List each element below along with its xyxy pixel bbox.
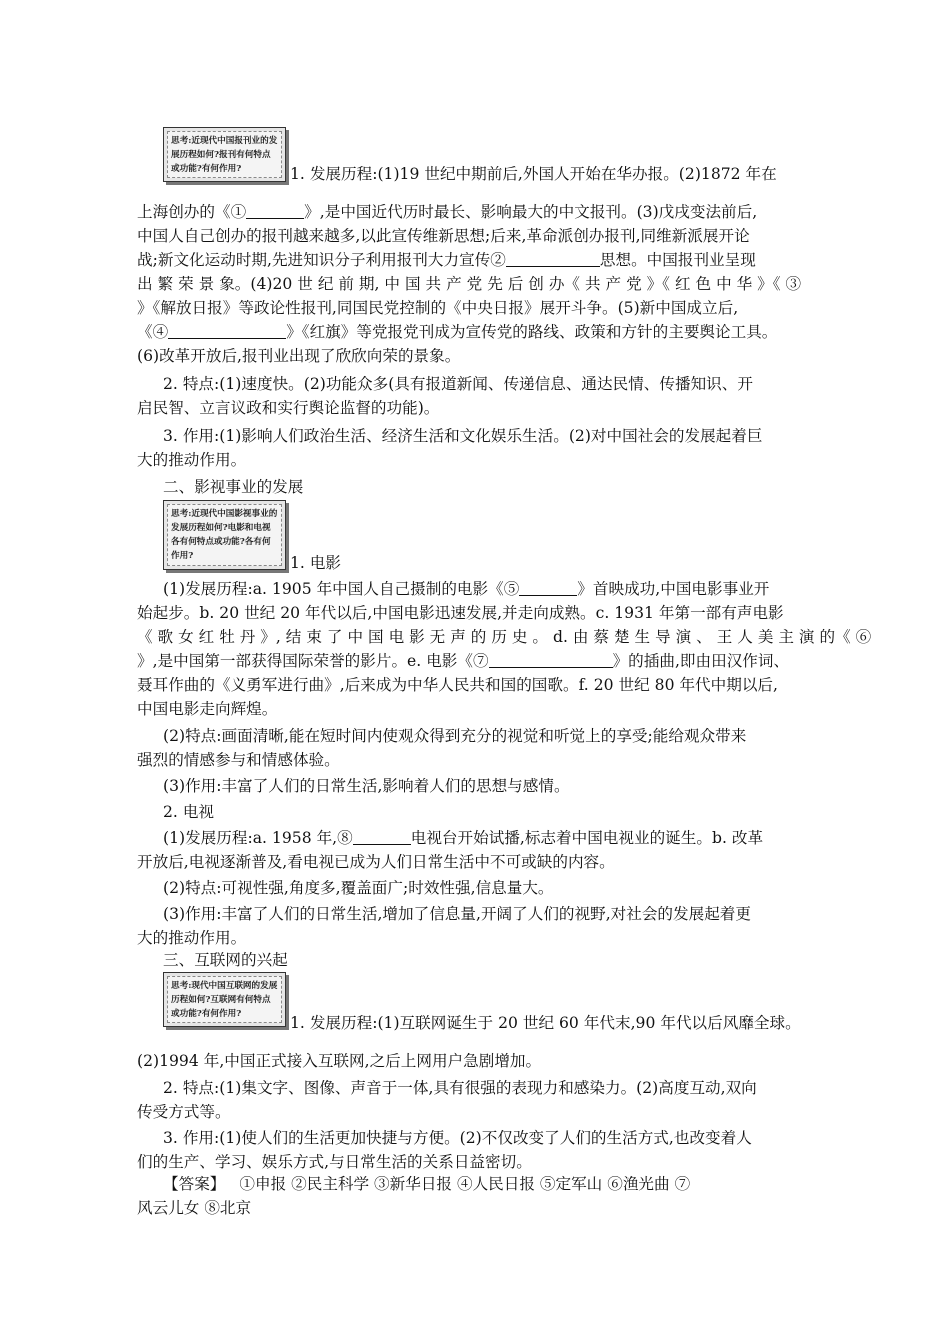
text-line: (3)作用:丰富了人们的日常生活,影响着人们的思想与感情。 [163, 777, 570, 795]
text-line: 开放后,电视逐渐普及,看电视已成为人们日常生活中不可或缺的内容。 [137, 853, 615, 871]
text-line: 》《解放日报》等政论性报刊,同国民党控制的《中央日报》展开斗争。(5)新中国成立后, [137, 299, 739, 317]
fill-blank-7 [489, 651, 613, 668]
think-box-newspaper [163, 127, 286, 182]
text-line: (2)1994 年,中国正式接入互联网,之后上网用户急剧增加。 [137, 1052, 542, 1070]
text-line: (2)特点:可视性强,角度多,覆盖面广;时效性强,信息量大。 [163, 879, 554, 897]
text-line: 出 繁 荣 景 象。(4)20 世 纪 前 期, 中 国 共 产 党 先 后 创 办《 共 产 党 》《 红 色 中 华 》《 ③ [137, 275, 802, 293]
text-line: 战;新文化运动时期,先进知识分子利用报刊大力宣传② 思想。中国报刊业呈现 [137, 251, 756, 269]
text-line: 上海创办的《① 》,是中国近代历时最长、影响最大的中文报刊。(3)戊戌变法前后, [137, 203, 758, 221]
text-line: 3. 作用:(1)影响人们政治生活、经济生活和文化娱乐生活。(2)对中国社会的发展起着巨 [163, 427, 763, 445]
text-line: 2. 电视 [163, 803, 215, 821]
fill-blank-4 [168, 322, 286, 339]
answer-line: 风云儿女 ⑧北京 [137, 1199, 252, 1217]
text-line: 强烈的情感参与和情感体验。 [137, 751, 340, 769]
text-line: 中国电影走向辉煌。 [137, 700, 278, 718]
fill-blank-2 [506, 250, 600, 267]
section-heading: 三、互联网的兴起 [163, 951, 288, 969]
text-line: 1. 电影 [290, 554, 342, 572]
text-line: 们的生产、学习、娱乐方式,与日常生活的关系日益密切。 [137, 1153, 532, 1171]
text-line: 大的推动作用。 [137, 451, 247, 469]
think-box-internet [163, 972, 286, 1027]
section-heading: 二、影视事业的发展 [163, 478, 304, 496]
think-box-text: 思考:近现代中国报刊业的发展历程如何?报刊有何特点或功能?有何作用? [167, 131, 282, 178]
text-line: (6)改革开放后,报刊业出现了欣欣向荣的景象。 [137, 347, 461, 365]
think-box-text: 思考:近现代中国影视事业的发展历程如何?电影和电视各有何特点或功能?各有何作用? [167, 504, 282, 566]
text-line: 2. 特点:(1)速度快。(2)功能众多(具有报道新闻、传递信息、通达民情、传播知识、开 [163, 375, 753, 393]
text-line: 1. 发展历程:(1)19 世纪中期前后,外国人开始在华办报。(2)1872 年在 [290, 165, 777, 183]
think-box-film-tv [163, 500, 286, 570]
answer-label: 【答案】 [163, 1175, 226, 1193]
text-line: 始起步。b. 20 世纪 20 年代以后,中国电影迅速发展,并走向成熟。c. 1931 年第一部有声电影 [137, 604, 784, 622]
text-line: 大的推动作用。 [137, 929, 247, 947]
text-line: (1)发展历程:a. 1958 年,⑧ 电视台开始试播,标志着中国电视业的诞生。b. 改革 [163, 829, 764, 847]
fill-blank-1 [246, 202, 304, 219]
answer-line: 【答案】 ①申报 ②民主科学 ③新华日报 ④人民日报 ⑤定军山 ⑥渔光曲 ⑦ [163, 1175, 691, 1193]
text-line: 启民智、立言议政和实行舆论监督的功能)。 [137, 399, 440, 417]
text-line: 聂耳作曲的《义勇军进行曲》,后来成为中华人民共和国的国歌。f. 20 世纪 80 年代中期以后, [137, 676, 778, 694]
text-line: 1. 发展历程:(1)互联网诞生于 20 世纪 60 年代末,90 年代以后风靡全球。 [290, 1014, 801, 1032]
text-line: (1)发展历程:a. 1905 年中国人自己摄制的电影《⑤ 》首映成功,中国电影事业开 [163, 580, 770, 598]
think-box-text: 思考:现代中国互联网的发展历程如何?互联网有何特点或功能?有何作用? [167, 976, 282, 1023]
text-line: 传受方式等。 [137, 1103, 231, 1121]
text-line: 》,是中国第一部获得国际荣誉的影片。e. 电影《⑦ 》的插曲,即由田汉作词、 [137, 652, 790, 670]
text-line: (2)特点:画面清晰,能在短时间内使观众得到充分的视觉和听觉上的享受;能给观众带来 [163, 727, 747, 745]
text-line: 《 歌 女 红 牡 丹 》, 结 束 了 中 国 电 影 无 声 的 历 史 。 d. 由 蔡 楚 生 导 演 、 王 人 美 主 演 的《 ⑥ [137, 628, 872, 646]
text-line: 2. 特点:(1)集文字、图像、声音于一体,具有很强的表现力和感染力。(2)高度互动,双向 [163, 1079, 757, 1097]
text-line: 《④ 》《红旗》等党报党刊成为宣传党的路线、政策和方针的主要舆论工具。 [137, 323, 778, 341]
fill-blank-8 [353, 828, 411, 845]
text-line: (3)作用:丰富了人们的日常生活,增加了信息量,开阔了人们的视野,对社会的发展起着更 [163, 905, 751, 923]
text-line: 3. 作用:(1)使人们的生活更加快捷与方便。(2)不仅改变了人们的生活方式,也改变着人 [163, 1129, 752, 1147]
text-line: 中国人自己创办的报刊越来越多,以此宣传维新思想;后来,革命派创办报刊,同维新派展开论 [137, 227, 750, 245]
fill-blank-5 [519, 579, 577, 596]
